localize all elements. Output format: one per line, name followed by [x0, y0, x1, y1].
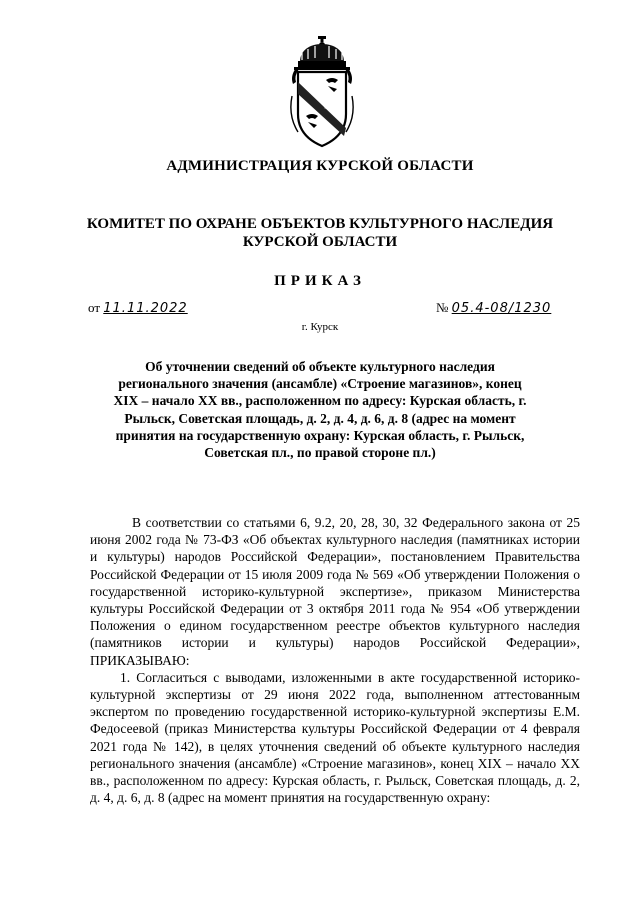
- administration-heading: АДМИНИСТРАЦИЯ КУРСКОЙ ОБЛАСТИ: [166, 158, 474, 174]
- body-paragraph-1: В соответствии со статьями 6, 9.2, 20, 28, 30, 32 Федерального закона от 25 июня 2002 года № 73-ФЗ «Об объектах культурного наследия (памятниках истории и культуры) народов Российской Федерации», постановлением Правительства Российской Федерации от 15 июля 2009 года № 569 «Об утверждении Положения о государственной историко-культурной экспертизе», приказом Министерства культуры Российской Федерации от 3 октября 2011 года № 954 «Об утверждении Положения о едином государственном реестре объектов культурного наследия (памятников истории и культуры) народов Российской Федерации», ПРИКАЗЫВАЮ:: [90, 515, 580, 668]
- order-body: [90, 514, 580, 806]
- date-value: 11.11.2022: [103, 301, 188, 316]
- committee-heading: [60, 215, 580, 251]
- body-paragraph-2: 1. Согласиться с выводами, изложенными в акте государственной историко-культурной экспертизы от 29 июня 2022 года, выполненном аттестованным экспертом по проведению государственной историко-культурной экспертизы Е.М. Федосеевой (приказ Министерства культуры Российской Федерации от 4 февраля 2021 года № 142), в целях уточнения сведений об объекте культурного наследия регионального значения (ансамбле) «Строение магазинов», конец XIX – начало XX вв., расположенном по адресу: Курская область, г. Рыльск, Советская площадь, д. 2, д. 4, д. 6, д. 8 (адрес на момент принятия на государственную охрану:: [90, 669, 580, 806]
- committee-heading-line2: КУРСКОЙ ОБЛАСТИ: [242, 234, 398, 250]
- order-number: [436, 300, 551, 316]
- committee-heading-line1: КОМИТЕТ ПО ОХРАНЕ ОБЪЕКТОВ КУЛЬТУРНОГО НАСЛЕДИЯ: [86, 216, 554, 232]
- date-prefix: от: [88, 300, 101, 315]
- order-date: [88, 300, 188, 316]
- order-subject: Об уточнении сведений об объекте культурного наследия регионального значения (ансамбле) «Строение магазинов», конец XIX – начало XX вв., расположенном по адресу: Курская область, г. Рыльск, Советская площадь, д. 2, д. 4, д. 6, д. 8 (адрес на момент принятия на государственную охрану: Курская область, г. Рыльск, Советская пл., по правой стороне пл.): [113, 359, 527, 461]
- coat-of-arms-icon: [288, 36, 356, 148]
- order-title: ПРИКАЗ: [274, 273, 366, 289]
- number-value: 05.4-08/1230: [451, 301, 552, 316]
- city-label: г. Курск: [301, 321, 339, 333]
- number-prefix: №: [436, 300, 449, 315]
